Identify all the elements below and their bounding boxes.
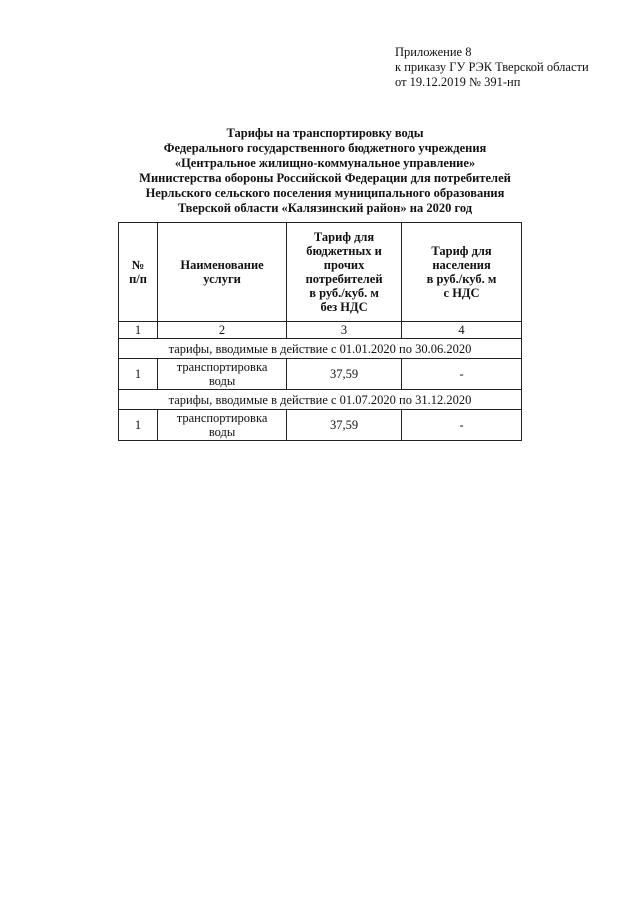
table-row — [119, 410, 522, 441]
header-text: с НДС — [443, 286, 480, 300]
row-number: 1 — [119, 359, 158, 390]
service-text: воды — [208, 425, 236, 439]
table-header-row — [119, 223, 522, 322]
column-number: 1 — [119, 322, 158, 339]
header-text: Тариф для — [431, 244, 492, 258]
header-text: в руб./куб. м — [426, 272, 497, 286]
order-reference: к приказу ГУ РЭК Тверской области — [395, 60, 589, 74]
tariff-population-value: - — [402, 410, 522, 441]
title-line: Нерльского сельского поселения муниципального образования — [145, 186, 505, 200]
title-line: Министерства обороны Российской Федерации для потребителей — [139, 171, 511, 185]
document-title — [110, 126, 540, 216]
service-text: транспортировка — [176, 360, 268, 374]
order-date: от 19.12.2019 № 391-нп — [395, 75, 521, 89]
service-text: воды — [208, 374, 236, 388]
column-number: 3 — [287, 322, 402, 339]
header-text: услуги — [203, 272, 241, 286]
header-text: бюджетных и — [306, 244, 382, 258]
column-numbers-row — [119, 322, 522, 339]
title-line: Тверской области «Калязинский район» на 2020 год — [177, 201, 473, 215]
tariff-population-value: - — [402, 359, 522, 390]
header-service — [158, 223, 287, 322]
title-line: Федерального государственного бюджетного учреждения — [163, 141, 487, 155]
header-number — [119, 223, 158, 322]
tariff-budget-value: 37,59 — [287, 359, 402, 390]
header-text: Наименование — [180, 258, 264, 272]
header-text: № — [131, 258, 145, 272]
header-text: населения — [432, 258, 491, 272]
tariff-budget-value: 37,59 — [287, 410, 402, 441]
header-text: прочих — [323, 258, 365, 272]
header-text: п/п — [129, 272, 147, 286]
service-name — [158, 359, 287, 390]
title-line: «Центральное жилищно-коммунальное управление» — [174, 156, 476, 170]
service-name — [158, 410, 287, 441]
table-row — [119, 359, 522, 390]
service-text: транспортировка — [176, 411, 268, 425]
row-number: 1 — [119, 410, 158, 441]
period-label: тарифы, вводимые в действие с 01.01.2020 по 30.06.2020 — [119, 339, 522, 359]
tariff-table — [118, 222, 522, 441]
header-text: в руб./куб. м — [309, 286, 379, 300]
header-tariff-population — [402, 223, 522, 322]
header-tariff-budget — [287, 223, 402, 322]
document-header — [395, 45, 589, 90]
header-text: без НДС — [320, 300, 368, 314]
header-text: потребителей — [305, 272, 383, 286]
title-line: Тарифы на транспортировку воды — [226, 126, 424, 140]
period-row — [119, 339, 522, 359]
column-number: 2 — [158, 322, 287, 339]
column-number: 4 — [402, 322, 522, 339]
period-row — [119, 390, 522, 410]
appendix-label: Приложение 8 — [395, 45, 472, 59]
header-text: Тариф для — [313, 230, 375, 244]
period-label: тарифы, вводимые в действие с 01.07.2020 по 31.12.2020 — [119, 390, 522, 410]
